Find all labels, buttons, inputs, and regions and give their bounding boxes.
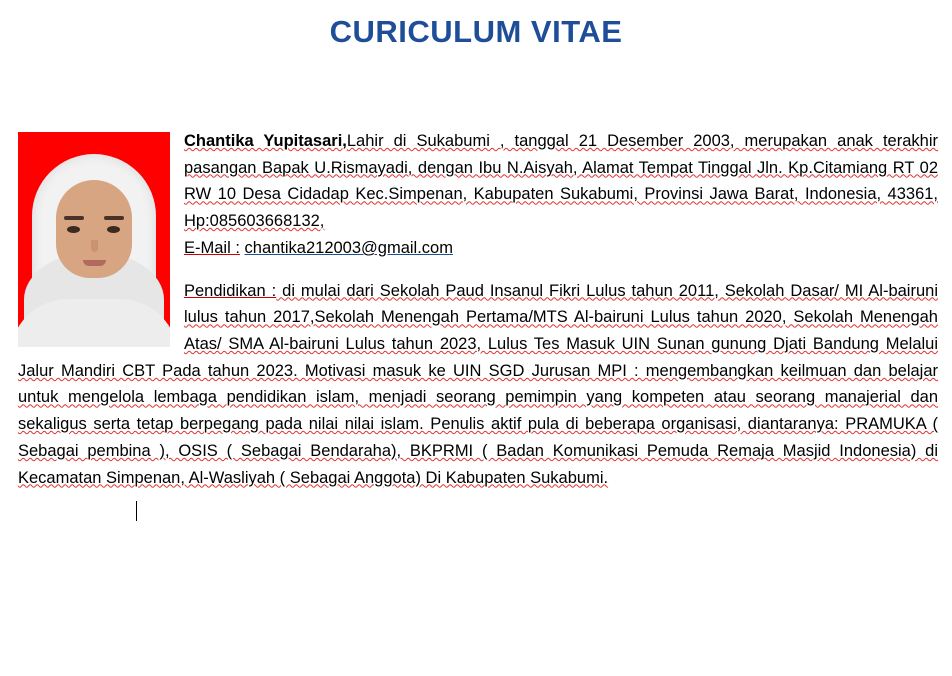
bio-text: Lahir di Sukabumi , tanggal 21 Desember 2003, merupakan anak terakhir pasangan Bapak U.Rismayadi, dengan Ibu N.Aisyah, Alamat Tempat Tinggal Jln. Kp.Citamiang RT 02 RW 10 Desa Cidadap Kec.Simpenan, Kabupaten Sukabumi, Provinsi Jawa Barat, Indonesia, 43361, Hp:085603668132, xyxy=(184,132,938,231)
page-title: CURICULUM VITAE xyxy=(329,14,623,49)
profile-photo xyxy=(18,132,170,347)
nose-shape xyxy=(91,240,98,252)
email-address[interactable]: chantika212003@gmail.com xyxy=(244,238,453,257)
text-caret xyxy=(136,501,137,521)
eyebrow-left-shape xyxy=(64,216,84,220)
mouth-shape xyxy=(83,260,106,266)
email-label: E-Mail : xyxy=(184,238,240,257)
shoulder-shape xyxy=(18,299,170,347)
education-text: di mulai dari Sekolah Paud Insanul Fikri Lulus tahun 2011, Sekolah Dasar/ MI Al-bairuni lulus tahun 2017,Sekolah Menengah Pertama/MTS Al-bairuni Lulus tahun 2020, Sekolah Menengah Atas/ SMA Al-bairuni Lulus tahun 2023, Lulus Tes Masuk UIN Sunan gunung Djati Bandung Melalui Jalur Mandiri CBT Pada tahun 2023. Motivasi masuk ke UIN SGD Jurusan MPI : mengembangkan keilmuan dan belajar untuk mengelola lembaga pendidikan islam, menjadi seorang pemimpin yang kompeten atau seorang manajerial dan sekaligus serta tetap berpegang pada nilai nilai islam. Penulis aktif pula di beberapa organisasi, diantaranya: PRAMUKA ( Sebagai pembina ), OSIS ( Sebagai Bendaraha), BKPRMI ( Badan Komunikasi Pemuda Remaja Masjid Indonesia) di Kecamatan Simpenan, Al-Wasliyah ( Sebagai Anggota) Di Kabupaten Sukabumi. xyxy=(18,281,938,487)
eye-left-shape xyxy=(67,226,80,233)
eyebrow-right-shape xyxy=(104,216,124,220)
eye-right-shape xyxy=(107,226,120,233)
education-heading: Pendidikan : xyxy=(184,281,277,300)
document-body xyxy=(0,128,952,521)
text-cursor-line[interactable] xyxy=(18,501,938,521)
person-name: Chantika Yupitasari, xyxy=(184,132,347,150)
document-page xyxy=(0,14,952,676)
